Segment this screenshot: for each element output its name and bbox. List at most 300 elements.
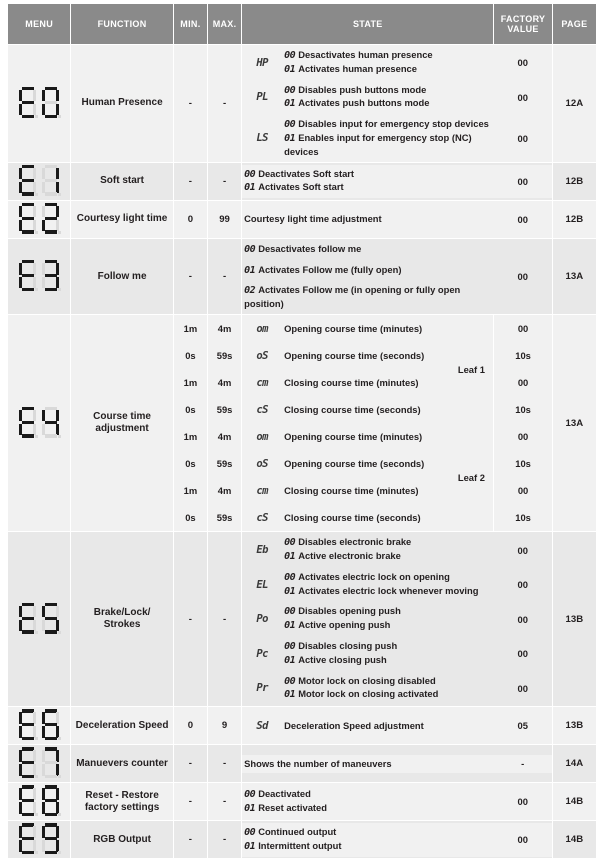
state-description — [282, 46, 494, 80]
state-description — [242, 785, 494, 819]
state-description-text: Activates Soft start — [258, 181, 344, 193]
state-description-text: Deceleration Speed adjustment — [284, 719, 424, 731]
state-cell — [242, 163, 552, 200]
seven-segment-digit — [18, 260, 38, 291]
table-header — [8, 4, 596, 44]
state-description-line — [284, 84, 492, 98]
menu-code-display — [18, 785, 61, 816]
state-sub-code: om — [242, 315, 282, 342]
max-value: 4m — [217, 431, 232, 443]
min-value: 0s — [185, 404, 196, 416]
state-description-line — [284, 688, 492, 702]
state-cell — [242, 315, 493, 531]
factory-value: 00 — [517, 431, 529, 443]
menu-code-display — [18, 203, 61, 234]
state-value-code: 00 — [244, 168, 256, 180]
state-subrow — [242, 672, 552, 706]
table-row — [8, 532, 596, 706]
page-reference-cell: 12A — [553, 45, 596, 162]
min-value-cell: - — [174, 163, 207, 200]
state-value-code: 01 — [284, 620, 296, 632]
state-description-text: Motor lock on closing disabled — [298, 674, 436, 686]
min-value-cell: - — [174, 783, 207, 820]
factory-value: 00 — [517, 323, 529, 335]
factory-value: 00 — [494, 823, 552, 857]
seven-segment-digit — [41, 709, 61, 740]
state-description-line — [284, 571, 492, 585]
parameter-table — [7, 3, 597, 859]
state-description-line — [284, 485, 447, 497]
header-function: FUNCTION — [71, 4, 173, 44]
factory-value: 00 — [517, 377, 529, 389]
min-value-cell: 0 — [174, 707, 207, 744]
menu-code-display — [18, 823, 61, 854]
seven-segment-digit — [18, 203, 38, 234]
min-value-stack — [174, 315, 207, 531]
max-value-cell: - — [208, 532, 241, 706]
state-subrow — [242, 115, 552, 161]
state-description-text: Opening course time (seconds) — [284, 457, 425, 469]
state-description-line — [244, 264, 492, 278]
factory-value: 00 — [494, 785, 552, 819]
page-reference-cell: 12B — [553, 201, 596, 238]
state-grid — [242, 315, 493, 531]
state-description-text: Disables input for emergency stop devices — [298, 118, 489, 130]
state-description-text: Closing course time (seconds) — [284, 511, 421, 523]
factory-value-cell — [494, 315, 551, 531]
menu-code-cell — [8, 315, 70, 531]
min-value: 1m — [183, 323, 198, 335]
state-cell — [242, 532, 552, 706]
table-body — [8, 45, 596, 858]
state-subrow — [242, 240, 552, 260]
table-row — [8, 745, 596, 782]
table-row — [8, 201, 596, 238]
state-description-text: Courtesy light time adjustment — [244, 213, 382, 225]
state-grid — [242, 532, 552, 706]
header-factory-value-line1: FACTORY — [500, 13, 546, 24]
state-description — [242, 165, 494, 199]
state-description-line — [244, 243, 492, 257]
max-value-cell: - — [208, 745, 241, 782]
seven-segment-digit — [18, 709, 38, 740]
factory-value: 00 — [494, 46, 552, 80]
page-reference-cell: 13B — [553, 707, 596, 744]
state-grid — [242, 165, 552, 199]
state-description-line — [244, 181, 492, 195]
leaf-group-label: Leaf 1 — [449, 315, 493, 423]
seven-segment-digit — [18, 407, 38, 438]
state-description — [282, 533, 494, 567]
state-description — [242, 240, 494, 260]
state-description-line — [284, 585, 492, 599]
state-description — [282, 504, 449, 531]
state-description — [282, 342, 449, 369]
state-description-text: Activates push buttons mode — [298, 97, 430, 109]
max-value: 4m — [217, 323, 232, 335]
state-value-code: 00 — [284, 119, 296, 131]
state-description-text: Disables opening push — [298, 605, 401, 617]
state-cell — [242, 239, 552, 314]
function-name-cell: Course time adjustment — [71, 315, 173, 531]
state-description-line — [284, 323, 447, 335]
state-description — [282, 396, 449, 423]
header-factory-value-line2: VALUE — [507, 24, 539, 34]
state-sub-code: cS — [242, 396, 282, 423]
menu-code-display — [18, 165, 61, 196]
state-value-code: 01 — [244, 264, 256, 276]
function-name-cell: Reset - Restore factory settings — [71, 783, 173, 820]
state-description — [282, 602, 494, 636]
state-description-text: Continued output — [258, 825, 337, 837]
state-description-line — [284, 536, 492, 550]
state-description-line — [244, 758, 492, 770]
menu-code-display — [18, 709, 61, 740]
menu-code-display — [18, 603, 61, 634]
state-cell — [242, 783, 552, 820]
state-value-code: 01 — [284, 98, 296, 110]
state-subrow — [242, 210, 552, 228]
table-row — [8, 163, 596, 200]
state-description — [282, 115, 494, 161]
state-description-text: Deactivated — [258, 787, 311, 799]
state-description — [282, 369, 449, 396]
function-name-cell: Manuevers counter — [71, 745, 173, 782]
factory-value: 00 — [494, 165, 552, 199]
state-description — [282, 717, 494, 735]
state-value-code: 01 — [244, 182, 256, 194]
factory-value: 10s — [515, 404, 531, 416]
seven-segment-digit — [18, 165, 38, 196]
menu-code-cell — [8, 707, 70, 744]
state-sub-code: Po — [242, 602, 282, 636]
state-subrow — [242, 423, 493, 450]
state-sub-code: cS — [242, 504, 282, 531]
function-name-cell: Courtesy light time — [71, 201, 173, 238]
state-description-text: Activates electric lock whenever moving — [298, 584, 479, 596]
state-description-text: Active opening push — [298, 619, 391, 631]
state-description-text: Opening course time (minutes) — [284, 322, 423, 334]
state-value-code: 02 — [244, 285, 256, 297]
state-description-line — [284, 377, 447, 389]
state-description-text: Active electronic brake — [298, 550, 401, 562]
state-cell — [242, 45, 552, 162]
state-description-text: Motor lock on closing activated — [298, 688, 439, 700]
state-value-code: 01 — [284, 63, 296, 75]
factory-value: 10s — [515, 350, 531, 362]
state-description-line — [284, 132, 492, 158]
state-description — [282, 477, 449, 504]
max-value-cell: - — [208, 45, 241, 162]
table-row — [8, 783, 596, 820]
state-description-text: Activates electric lock on opening — [298, 570, 450, 582]
state-subrow — [242, 533, 552, 567]
state-subrow — [242, 755, 552, 773]
table-row — [8, 45, 596, 162]
state-description — [282, 81, 494, 115]
state-description — [242, 261, 494, 281]
function-name-cell: Soft start — [71, 163, 173, 200]
min-value-cell: - — [174, 45, 207, 162]
max-value-cell: - — [208, 783, 241, 820]
factory-value: 00 — [494, 602, 552, 636]
state-subrow — [242, 165, 552, 199]
min-value: 1m — [183, 431, 198, 443]
state-value-code: 00 — [284, 537, 296, 549]
min-value: 1m — [183, 485, 198, 497]
state-value-code: 00 — [284, 50, 296, 61]
max-value-cell: - — [208, 821, 241, 858]
header-row — [8, 4, 596, 44]
function-name-cell: Deceleration Speed — [71, 707, 173, 744]
state-description-line — [244, 802, 492, 816]
menu-code-display — [18, 407, 61, 438]
state-description-text: Activates Follow me (in opening or fully open position) — [244, 284, 461, 310]
state-sub-code: Sd — [242, 717, 282, 735]
menu-code-cell — [8, 239, 70, 314]
state-description-text: Opening course time (seconds) — [284, 349, 425, 361]
state-sub-code: EL — [242, 568, 282, 602]
state-value-code: 00 — [284, 84, 296, 96]
min-value-cell: - — [174, 239, 207, 314]
factory-value: 05 — [494, 717, 552, 735]
page-reference-cell: 12B — [553, 163, 596, 200]
factory-value: 00 — [494, 568, 552, 602]
min-value-cell: - — [174, 745, 207, 782]
state-value-code: 00 — [284, 675, 296, 687]
state-sub-code: cm — [242, 477, 282, 504]
state-description — [282, 672, 494, 706]
state-value-code: 00 — [244, 826, 256, 838]
state-subrow — [242, 785, 552, 819]
header-page: PAGE — [553, 4, 596, 44]
max-value-cell: - — [208, 239, 241, 314]
min-value: 0s — [185, 458, 196, 470]
state-description-line — [284, 619, 492, 633]
menu-code-display — [18, 747, 61, 778]
menu-code-cell — [8, 821, 70, 858]
max-value-cell: 9 — [208, 707, 241, 744]
state-description-line — [284, 49, 492, 63]
state-description — [242, 823, 494, 857]
state-description-text: Deactivates Soft start — [258, 167, 355, 179]
state-description-text: Opening course time (minutes) — [284, 430, 423, 442]
state-description-text: Closing course time (seconds) — [284, 403, 421, 415]
state-sub-code: HP — [242, 46, 282, 80]
state-sub-code: cm — [242, 369, 282, 396]
state-description-line — [284, 720, 492, 732]
state-description-line — [284, 63, 492, 77]
seven-segment-digit — [18, 747, 38, 778]
min-value: 0s — [185, 512, 196, 524]
state-description-line — [244, 788, 492, 802]
state-description-text: Closing course time (minutes) — [284, 484, 419, 496]
state-grid — [242, 785, 552, 819]
state-grid — [242, 239, 552, 314]
state-description-text: Enables input for emergency stop (NC) devices — [284, 131, 472, 157]
state-description-text: Disables closing push — [298, 640, 398, 652]
page-reference-cell: 13A — [553, 239, 596, 314]
min-value-cell — [174, 315, 207, 531]
min-value: 0s — [185, 350, 196, 362]
max-value-stack — [208, 315, 241, 531]
state-value-code: 01 — [284, 585, 296, 597]
menu-code-cell — [8, 163, 70, 200]
max-value: 4m — [217, 485, 232, 497]
state-description-line — [284, 605, 492, 619]
state-value-code: 01 — [284, 689, 296, 701]
state-sub-code: Pc — [242, 637, 282, 671]
table-row — [8, 315, 596, 531]
state-sub-code: PL — [242, 81, 282, 115]
state-description-line — [284, 118, 492, 132]
state-description-line — [244, 213, 492, 225]
seven-segment-digit — [18, 785, 38, 816]
state-description — [242, 210, 494, 228]
seven-segment-digit — [18, 603, 38, 634]
menu-code-cell — [8, 783, 70, 820]
seven-segment-digit — [41, 785, 61, 816]
page-reference-cell: 14B — [553, 783, 596, 820]
factory-value-stack — [494, 315, 551, 531]
seven-segment-digit — [41, 823, 61, 854]
state-description-line — [284, 404, 447, 416]
state-value-code: 00 — [284, 606, 296, 618]
function-name-cell: Human Presence — [71, 45, 173, 162]
state-description-line — [284, 654, 492, 668]
state-value-code: 01 — [284, 654, 296, 666]
state-description — [282, 637, 494, 671]
state-description-line — [284, 350, 447, 362]
state-description-text: Active closing push — [298, 653, 387, 665]
state-subrow — [242, 637, 552, 671]
factory-value: 10s — [515, 458, 531, 470]
state-sub-code: om — [242, 423, 282, 450]
seven-segment-digit — [41, 203, 61, 234]
state-description-text: Shows the number of maneuvers — [244, 757, 392, 769]
state-description-text: Activates human presence — [298, 62, 417, 74]
state-description-text: Disables push buttons mode — [298, 83, 427, 95]
seven-segment-digit — [41, 260, 61, 291]
seven-segment-digit — [41, 603, 61, 634]
state-grid — [242, 823, 552, 857]
state-subrow — [242, 823, 552, 857]
min-value-cell: 0 — [174, 201, 207, 238]
max-value: 4m — [217, 377, 232, 389]
table-row — [8, 821, 596, 858]
factory-value: 00 — [494, 115, 552, 161]
header-menu: MENU — [8, 4, 70, 44]
state-description-text: Closing course time (minutes) — [284, 376, 419, 388]
table-row — [8, 707, 596, 744]
state-description — [282, 568, 494, 602]
state-grid — [242, 755, 552, 773]
page-reference-cell: 13A — [553, 315, 596, 531]
menu-code-display — [18, 260, 61, 291]
state-description-line — [244, 826, 492, 840]
state-grid — [242, 210, 552, 228]
state-sub-code: Eb — [242, 533, 282, 567]
state-value-code: 01 — [284, 551, 296, 563]
state-sub-code: oS — [242, 450, 282, 477]
state-value-code: 00 — [244, 243, 256, 255]
factory-value: 00 — [494, 672, 552, 706]
min-value-cell: - — [174, 821, 207, 858]
seven-segment-digit — [41, 747, 61, 778]
factory-value: 00 — [494, 533, 552, 567]
state-description-line — [244, 840, 492, 854]
state-sub-code: oS — [242, 342, 282, 369]
factory-value: 00 — [517, 271, 528, 283]
table-row — [8, 239, 596, 314]
function-name-cell: Brake/Lock/ Strokes — [71, 532, 173, 706]
state-description-line — [284, 97, 492, 111]
menu-code-cell — [8, 45, 70, 162]
page-reference-cell: 13B — [553, 532, 596, 706]
header-state: STATE — [242, 4, 493, 44]
state-grid — [242, 45, 552, 162]
min-value: 1m — [183, 377, 198, 389]
factory-value: 10s — [515, 512, 531, 524]
max-value: 59s — [216, 512, 233, 524]
state-subrow — [242, 81, 552, 115]
factory-value: 00 — [517, 485, 529, 497]
state-description-line — [284, 512, 447, 524]
state-sub-code: Pr — [242, 672, 282, 706]
state-cell — [242, 707, 552, 744]
state-cell — [242, 745, 552, 782]
header-max: MAX. — [208, 4, 241, 44]
state-subrow — [242, 717, 552, 735]
factory-value: 00 — [494, 81, 552, 115]
factory-value: - — [494, 755, 552, 773]
max-value-cell: - — [208, 163, 241, 200]
state-description-line — [244, 284, 492, 310]
header-factory-value — [494, 4, 551, 44]
state-description-line — [284, 431, 447, 443]
factory-value: 00 — [494, 210, 552, 228]
menu-code-cell — [8, 745, 70, 782]
state-description-text: Activates Follow me (fully open) — [258, 263, 402, 275]
state-description-text: Disables electronic brake — [298, 536, 412, 548]
state-description-text: Desactivates follow me — [258, 242, 362, 254]
state-description-text: Intermittent output — [258, 839, 342, 851]
min-value-cell: - — [174, 532, 207, 706]
state-cell — [242, 201, 552, 238]
state-description-line — [244, 168, 492, 182]
state-value-code: 00 — [244, 788, 256, 800]
state-subrow — [242, 315, 493, 342]
seven-segment-digit — [41, 407, 61, 438]
state-description-line — [284, 458, 447, 470]
seven-segment-digit — [18, 87, 38, 118]
state-value-code: 01 — [284, 132, 296, 144]
max-value-cell — [208, 315, 241, 531]
seven-segment-digit — [41, 87, 61, 118]
state-description — [282, 315, 449, 342]
page-reference-cell: 14B — [553, 821, 596, 858]
state-description-line — [284, 550, 492, 564]
state-description — [282, 423, 449, 450]
max-value: 59s — [216, 350, 233, 362]
function-name-cell: Follow me — [71, 239, 173, 314]
state-value-code: 01 — [244, 802, 256, 814]
max-value-cell: 99 — [208, 201, 241, 238]
state-value-code: 01 — [244, 840, 256, 852]
state-description-text: Reset activated — [258, 801, 327, 813]
seven-segment-digit — [18, 823, 38, 854]
leaf-group-label: Leaf 2 — [449, 423, 493, 531]
